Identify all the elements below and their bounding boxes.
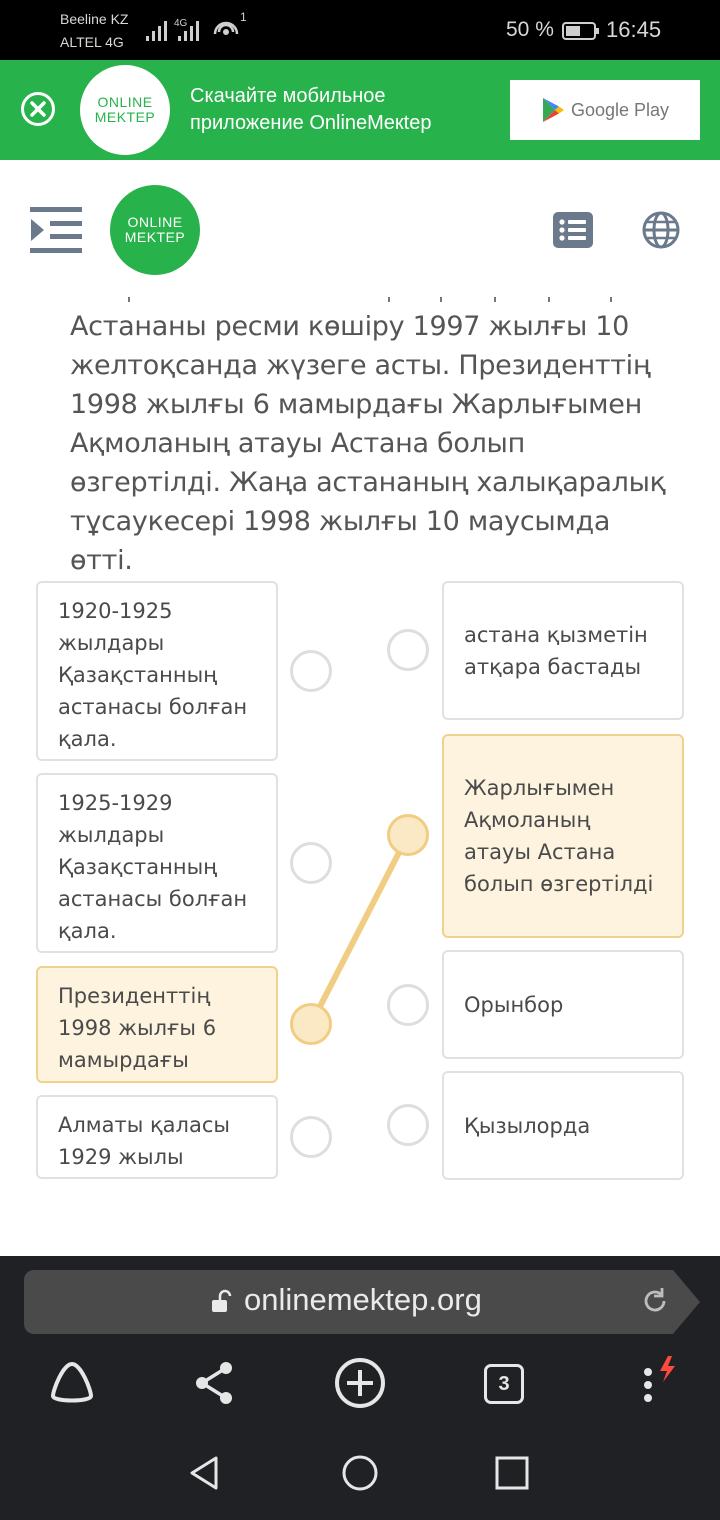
unlock-icon [210,1289,234,1313]
app-header [0,160,720,298]
right-item-3[interactable] [442,950,684,1059]
network-badge: 1 [240,10,247,24]
tabs-count: 3 [498,1372,510,1395]
left-connector-dot-1[interactable] [290,650,332,692]
reload-icon[interactable] [640,1286,670,1316]
browser-toolbar [0,1256,720,1426]
back-icon[interactable] [186,1454,224,1492]
menu-indent-icon[interactable] [30,205,82,255]
home-icon[interactable] [47,1356,97,1410]
left-item-2-text: 1925-1929 жылдары Қазақстанның астанасы болған қала. [58,791,248,943]
logo-text-line2: MEKTEP [94,109,156,125]
left-connector-dot-2[interactable] [290,842,332,884]
left-item-2[interactable] [36,773,278,953]
logo-text-line1: ONLINE [97,94,153,110]
task-list-icon[interactable] [553,212,593,248]
cut-off-text-remnant [70,297,630,303]
signal-icon [144,12,254,46]
url-text[interactable]: onlinemektep.org [244,1282,482,1317]
battery-percent: 50 % [506,18,554,41]
right-connector-dot-3[interactable] [387,984,429,1026]
clock: 16:45 [606,17,662,42]
header-logo[interactable] [110,185,200,275]
app-download-banner [0,60,720,160]
online-mektep-logo [80,65,170,155]
right-connector-dot-1[interactable] [387,629,429,671]
close-icon[interactable] [20,91,56,127]
battery-icon [562,21,600,41]
google-play-button[interactable] [510,80,700,140]
add-tab-icon[interactable] [333,1356,387,1410]
left-item-4-text: Алматы қаласы 1929 жылы [58,1113,230,1169]
right-item-4-text: Қызылорда [464,1113,591,1138]
right-connector-dot-4[interactable] [387,1104,429,1146]
home-circle-icon[interactable] [341,1454,379,1492]
carrier-primary: Beeline KZ [60,11,129,27]
left-item-1[interactable] [36,581,278,761]
header-logo-line1: ONLINE [127,214,183,230]
google-play-label: Google Play [570,99,670,120]
left-connector-dot-3[interactable] [290,1003,332,1045]
globe-icon[interactable] [641,210,681,250]
system-nav-bar [0,1426,720,1520]
left-item-3[interactable] [36,966,278,1083]
right-connector-dot-2[interactable] [387,814,429,856]
share-icon[interactable] [190,1356,240,1410]
svg-text:4G: 4G [174,18,188,29]
tabs-button[interactable] [484,1364,524,1404]
right-item-1[interactable] [442,581,684,720]
play-store-icon [541,97,565,123]
left-item-3-text: Президенттің 1998 жылғы 6 мамырдағы [58,984,217,1072]
carrier-secondary: ALTEL 4G [60,34,124,50]
right-item-2-text: Жарлығымен Ақмоланың атауы Астана болып өзгертілді [464,776,654,896]
left-item-4[interactable] [36,1095,278,1179]
status-bar [0,0,720,60]
right-item-1-text: астана қызметін атқара бастады [464,622,648,679]
left-connector-dot-4[interactable] [290,1116,332,1158]
left-item-1-text: 1920-1925 жылдары Қазақстанның астанасы болған қала. [58,599,248,751]
header-logo-line2: MEKTEP [124,229,186,245]
recents-icon[interactable] [493,1454,531,1492]
question-text: Астананы ресми көшіру 1997 жылғы 10 желтоқсанда жүзеге асты. Президенттің 1998 жылғы 6 мамырдағы Жарлығымен Ақмоланың атауы Астана болып өзгертілді. Жаңа астананың халықаралық тұсаукесері 1998 жылғы 10 маусымда өтті. [70,311,666,576]
right-item-4[interactable] [442,1071,684,1180]
right-item-3-text: Орынбор [464,992,564,1017]
right-item-2[interactable] [442,734,684,938]
more-menu-icon[interactable] [630,1356,682,1410]
banner-message: Скачайте мобильное приложение OnlineMeкtep [190,85,432,134]
